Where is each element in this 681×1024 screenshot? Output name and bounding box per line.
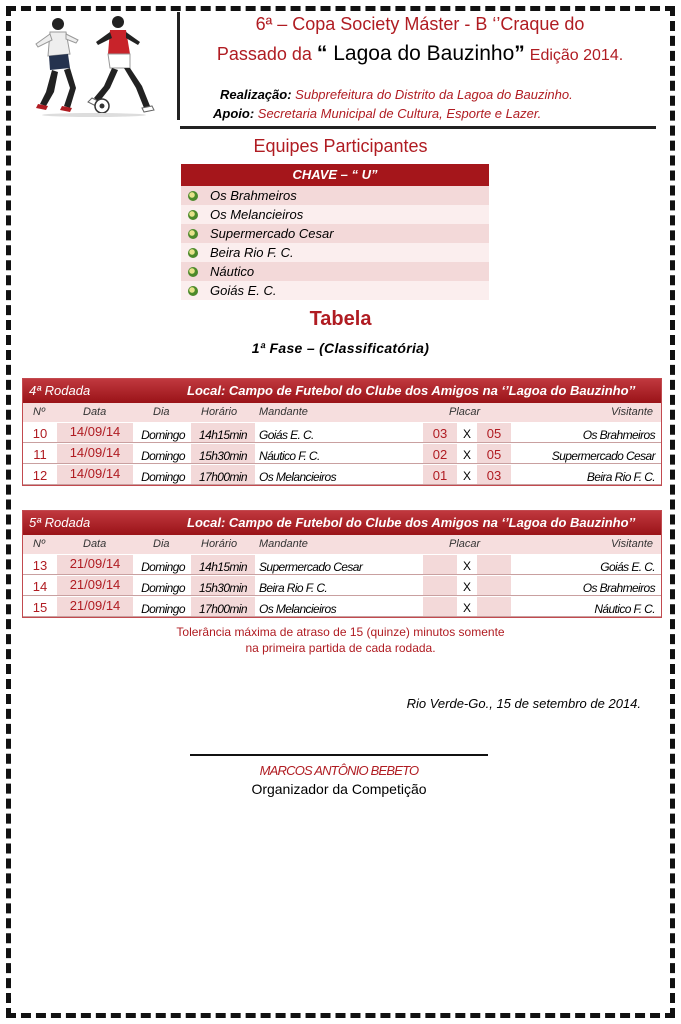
game-time: 15h30min: [191, 444, 255, 463]
schedule-title: Tabela: [309, 308, 372, 330]
round-label: 4ª Rodada: [29, 383, 91, 398]
away-score: 05: [477, 444, 511, 463]
game-day: Domingo: [141, 602, 185, 616]
home-score: [423, 576, 457, 595]
home-score: [423, 597, 457, 616]
game-number: 15: [23, 597, 57, 616]
game-time: 14h15min: [191, 423, 255, 442]
away-score: [477, 597, 511, 616]
column-headers: [23, 535, 661, 554]
game-number: 12: [23, 465, 57, 484]
col-away: Visitante: [611, 538, 653, 550]
versus-mark: X: [462, 469, 471, 483]
game-number: 10: [23, 423, 57, 442]
home-team: Supermercado Cesar: [259, 560, 363, 574]
title-quote-close: ”: [514, 42, 525, 65]
table-row: [23, 575, 661, 596]
table-row: [23, 464, 661, 485]
home-score: 01: [423, 465, 457, 484]
round-label: 5ª Rodada: [29, 515, 91, 530]
col-away: Visitante: [611, 406, 653, 418]
game-number: 11: [23, 444, 57, 463]
football-players-logo: [24, 14, 160, 118]
versus-mark: X: [462, 559, 471, 573]
away-team: Os Brahmeiros: [582, 581, 655, 595]
away-team: Os Brahmeiros: [582, 428, 655, 442]
column-headers: [23, 403, 661, 422]
away-team: Goiás E. C.: [600, 560, 655, 574]
away-score: 05: [477, 423, 511, 442]
home-score: 03: [423, 423, 457, 442]
support-credit: [213, 106, 541, 121]
game-date: 14/09/14: [57, 465, 133, 484]
round-4-table: [22, 378, 662, 486]
game-time: 17h00min: [191, 465, 255, 484]
table-row: [23, 596, 661, 617]
game-time: 14h15min: [191, 555, 255, 574]
round-location: Local: Campo de Futebol do Clube dos Amigos na ‘’Lagoa do Bauzinho’’: [187, 515, 636, 530]
soccer-ball-icon: [188, 267, 198, 277]
team-item: [181, 224, 489, 243]
title-venue-name: Lagoa do Bauzinho: [327, 42, 515, 65]
col-num: Nº: [33, 538, 45, 550]
team-item: [181, 205, 489, 224]
group-header: CHAVE – “ U”: [181, 164, 489, 186]
away-team: Supermercado Cesar: [551, 449, 655, 463]
col-day: Dia: [153, 406, 170, 418]
versus-mark: X: [462, 427, 471, 441]
home-team: Os Melancieiros: [259, 470, 337, 484]
place-date: Rio Verde-Go., 15 de setembro de 2014.: [406, 696, 641, 711]
round-header: [23, 379, 661, 403]
header-vertical-rule: [177, 12, 180, 120]
game-day: Domingo: [141, 449, 185, 463]
away-score: [477, 555, 511, 574]
col-num: Nº: [33, 406, 45, 418]
versus-mark: X: [462, 601, 471, 615]
game-date: 14/09/14: [57, 444, 133, 463]
col-score: Placar: [449, 406, 481, 418]
team-name: Supermercado Cesar: [210, 226, 334, 241]
away-team: Náutico F. C.: [594, 602, 655, 616]
soccer-ball-icon: [188, 229, 198, 239]
signer-name: MARCOS ANTÔNIO BEBETO: [259, 763, 419, 778]
signer-role: Organizador da Competição: [251, 781, 427, 797]
soccer-ball-icon: [188, 191, 198, 201]
col-time: Horário: [201, 406, 238, 418]
col-day: Dia: [153, 538, 170, 550]
soccer-ball-icon: [188, 248, 198, 258]
title-edition: Edição 2014.: [529, 47, 624, 64]
round-5-table: [22, 510, 662, 618]
team-name: Náutico: [210, 264, 255, 279]
team-item: [181, 262, 489, 281]
game-number: 13: [23, 555, 57, 574]
phase-subtitle: 1ª Fase – (Classificatória): [251, 340, 430, 356]
signature-line: [190, 754, 488, 756]
game-day: Domingo: [141, 581, 185, 595]
versus-mark: X: [462, 580, 471, 594]
tolerance-note-line1: Tolerância máxima de atraso de 15 (quinze) minutos somente: [176, 625, 505, 639]
soccer-ball-icon: [188, 286, 198, 296]
home-team: Goiás E. C.: [259, 428, 314, 442]
team-name: Os Brahmeiros: [210, 188, 297, 203]
organizer-label: Realização:: [220, 87, 292, 102]
group-table: [181, 164, 489, 300]
title-line2-prefix: Passado da: [216, 44, 312, 64]
teams-section-title: Equipes Participantes: [253, 136, 428, 156]
home-team: Os Melancieiros: [259, 602, 337, 616]
col-date: Data: [83, 538, 107, 550]
game-time: 15h30min: [191, 576, 255, 595]
support-value: Secretaria Municipal de Cultura, Esporte e Lazer.: [257, 106, 542, 121]
team-item: [181, 243, 489, 262]
away-score: [477, 576, 511, 595]
game-day: Domingo: [141, 560, 185, 574]
team-name: Goiás E. C.: [210, 283, 277, 298]
team-name: Beira Rio F. C.: [210, 245, 294, 260]
round-location: Local: Campo de Futebol do Clube dos Amigos na ‘’Lagoa do Bauzinho’’: [187, 383, 636, 398]
title-quote-open: “: [316, 42, 328, 65]
round-header: [23, 511, 661, 535]
home-team: Beira Rio F. C.: [259, 581, 328, 595]
team-name: Os Melancieiros: [210, 207, 304, 222]
home-team: Náutico F. C.: [259, 449, 320, 463]
soccer-ball-icon: [188, 210, 198, 220]
header-horizontal-rule: [180, 126, 656, 129]
col-date: Data: [83, 406, 107, 418]
organizer-value: Subprefeitura do Distrito da Lagoa do Bauzinho.: [295, 87, 573, 102]
away-score: 03: [477, 465, 511, 484]
col-time: Horário: [201, 538, 238, 550]
game-time: 17h00min: [191, 597, 255, 616]
game-number: 14: [23, 576, 57, 595]
col-home: Mandante: [259, 406, 308, 418]
game-date: 21/09/14: [57, 555, 133, 574]
home-score: 02: [423, 444, 457, 463]
versus-mark: X: [462, 448, 471, 462]
tournament-title-line1: 6ª – Copa Society Máster - B ‘’Craque do: [255, 14, 585, 34]
table-row: [23, 422, 661, 443]
team-item: [181, 281, 489, 300]
game-date: 21/09/14: [57, 597, 133, 616]
game-day: Domingo: [141, 428, 185, 442]
team-item: [181, 186, 489, 205]
tolerance-note-line2: na primeira partida de cada rodada.: [245, 641, 436, 655]
away-team: Beira Rio F. C.: [586, 470, 655, 484]
support-label: Apoio:: [213, 106, 255, 121]
organizer-credit: [220, 87, 573, 102]
game-day: Domingo: [141, 470, 185, 484]
col-score: Placar: [449, 538, 481, 550]
col-home: Mandante: [259, 538, 308, 550]
table-row: [23, 443, 661, 464]
tournament-title-line2: [190, 42, 650, 66]
game-date: 21/09/14: [57, 576, 133, 595]
game-date: 14/09/14: [57, 423, 133, 442]
home-score: [423, 555, 457, 574]
table-row: [23, 554, 661, 575]
